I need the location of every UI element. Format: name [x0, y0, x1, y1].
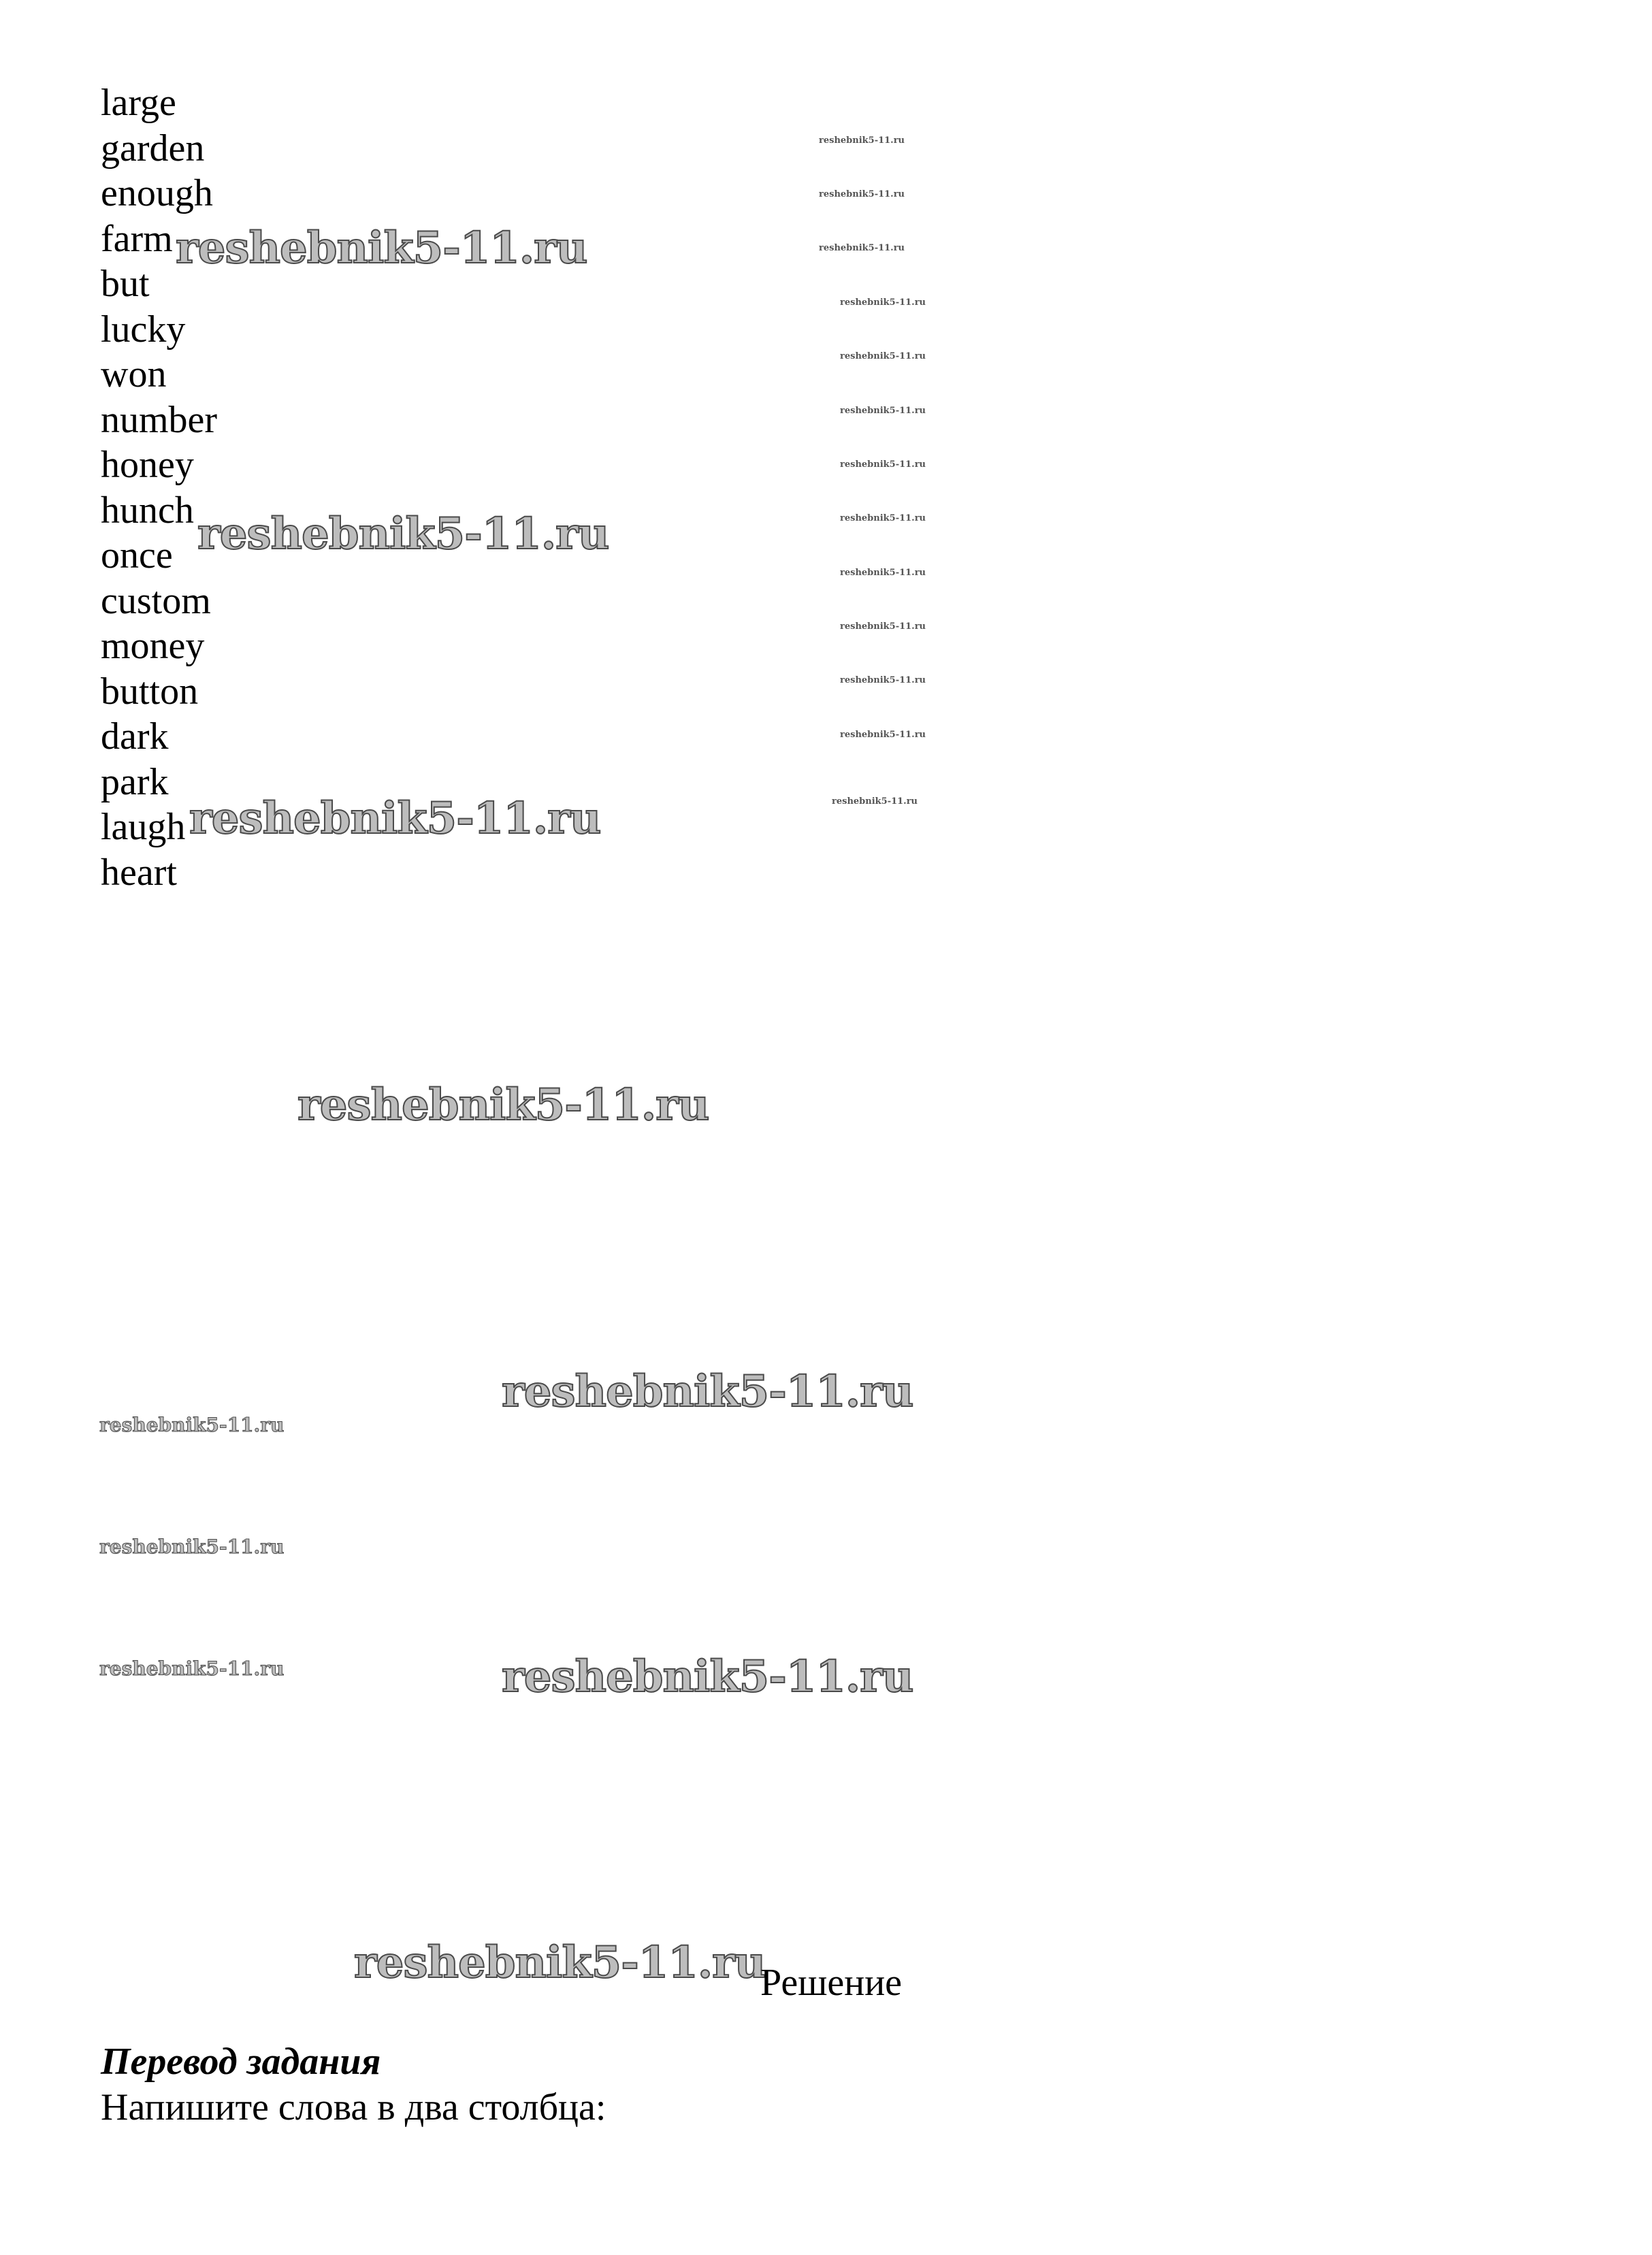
watermark-small: reshebnik5-11.ru [99, 1414, 285, 1436]
watermark-tiny: reshebnik5-11.ru [840, 406, 926, 416]
solution-label: Решение [760, 1962, 903, 2004]
watermark: reshebnik5-11.ru [297, 1080, 709, 1131]
word-item: number [101, 398, 218, 441]
watermark-tiny: reshebnik5-11.ru [840, 513, 926, 523]
word-item: once [101, 534, 173, 577]
word-item: park [101, 760, 169, 803]
watermark: reshebnik5-11.ru [502, 1651, 913, 1702]
word-item: dark [101, 715, 169, 758]
watermark-tiny: reshebnik5-11.ru [840, 675, 926, 685]
translation-text: Напишите слова в два столбца: [101, 2086, 606, 2128]
watermark: reshebnik5-11.ru [176, 223, 587, 274]
watermark: reshebnik5-11.ru [502, 1366, 913, 1417]
watermark-tiny: reshebnik5-11.ru [832, 796, 918, 807]
word-item: garden [101, 127, 205, 169]
watermark-tiny: reshebnik5-11.ru [840, 730, 926, 740]
watermark-tiny: reshebnik5-11.ru [819, 243, 905, 253]
watermark-small: reshebnik5-11.ru [99, 1536, 285, 1558]
word-item: large [101, 82, 176, 124]
word-item: money [101, 625, 205, 667]
word-item: farm [101, 217, 173, 260]
word-item: enough [101, 172, 213, 214]
watermark-tiny: reshebnik5-11.ru [840, 297, 926, 308]
word-item: honey [101, 444, 194, 486]
watermark: reshebnik5-11.ru [189, 793, 601, 844]
watermark-tiny: reshebnik5-11.ru [819, 135, 905, 146]
word-item: lucky [101, 308, 186, 351]
word-item: hunch [101, 489, 194, 532]
watermark-tiny: reshebnik5-11.ru [840, 459, 926, 470]
watermark-tiny: reshebnik5-11.ru [840, 621, 926, 632]
word-item: won [101, 353, 167, 395]
watermark-small: reshebnik5-11.ru [99, 1657, 285, 1680]
word-item: laugh [101, 806, 186, 848]
watermark-tiny: reshebnik5-11.ru [819, 189, 905, 199]
word-item: button [101, 670, 199, 713]
watermark: reshebnik5-11.ru [197, 508, 609, 559]
word-item: heart [101, 851, 177, 894]
watermark-tiny: reshebnik5-11.ru [840, 351, 926, 361]
watermark-tiny: reshebnik5-11.ru [840, 568, 926, 578]
word-item: but [101, 263, 150, 305]
translation-title: Перевод задания [101, 2041, 381, 2083]
word-list [101, 80, 217, 895]
watermark: reshebnik5-11.ru [354, 1937, 766, 1988]
word-item: custom [101, 579, 211, 622]
